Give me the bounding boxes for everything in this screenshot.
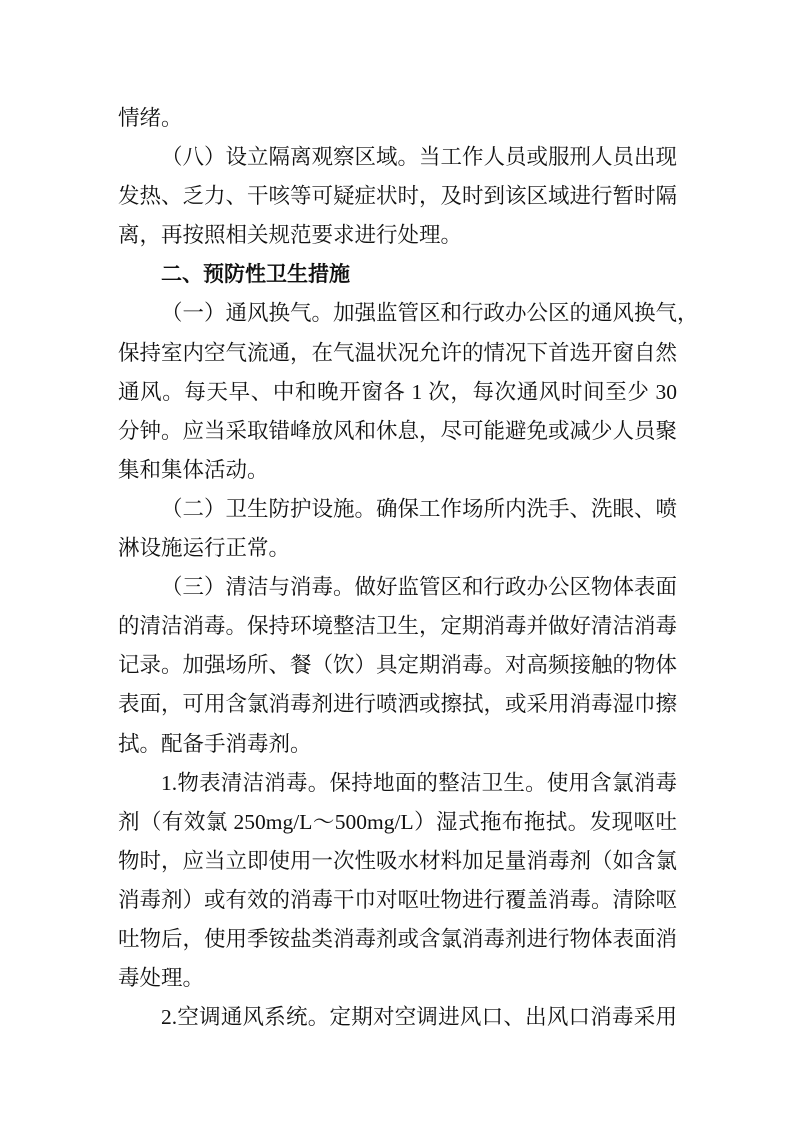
text-line: （八）设立隔离观察区域。当工作人员或服刑人员出现 [161, 145, 678, 170]
text-line: 毒处理。 [118, 966, 205, 991]
text-line: 保持室内空气流通，在气温状况允许的情况下首选开窗自然 [118, 340, 678, 365]
text-line: 拭。配备手消毒剂。 [118, 731, 312, 756]
text-line: （三）清洁与消毒。做好监管区和行政办公区物体表面 [161, 575, 678, 600]
text-line: 离，再按照相关规范要求进行处理。 [118, 223, 463, 248]
text-line: 表面，可用含氯消毒剂进行喷洒或擦拭，或采用消毒湿巾擦 [118, 692, 678, 717]
document-page [118, 99, 699, 1037]
text-line: 2.空调通风系统。定期对空调进风口、出风口消毒采用 [161, 1005, 677, 1030]
text-line: 吐物后，使用季铵盐类消毒剂或含氯消毒剂进行物体表面消 [118, 926, 678, 951]
text-line: （二）卫生防护设施。确保工作场所内洗手、洗眼、喷 [161, 496, 678, 521]
text-line: 淋设施运行正常。 [118, 536, 291, 561]
text-line: 通风。每天早、中和晚开窗各 1 次，每次通风时间至少 30 [118, 379, 677, 404]
text-line: 分钟。应当采取错峰放风和休息，尽可能避免或减少人员聚 [118, 418, 678, 443]
section-heading: 二、预防性卫生措施 [161, 262, 350, 287]
text-line: 集和集体活动。 [118, 457, 269, 482]
text-line: （一）通风换气。加强监管区和行政办公区的通风换气， [161, 301, 699, 326]
text-line: 的清洁消毒。保持环境整洁卫生，定期消毒并做好清洁消毒 [118, 614, 678, 639]
text-line: 消毒剂）或有效的消毒干巾对呕吐物进行覆盖消毒。清除呕 [118, 887, 678, 912]
text-line: 1.物表清洁消毒。保持地面的整洁卫生。使用含氯消毒 [161, 770, 677, 795]
text-line: 记录。加强场所、餐（饮）具定期消毒。对高频接触的物体 [118, 653, 678, 678]
text-line: 物时，应当立即使用一次性吸水材料加足量消毒剂（如含氯 [118, 848, 678, 873]
text-line: 发热、乏力、干咳等可疑症状时，及时到该区域进行暂时隔 [118, 184, 678, 209]
text-line: 情绪。 [118, 106, 183, 130]
text-line: 剂（有效氯 250mg/L～500mg/L）湿式拖布拖拭。发现呕吐 [118, 809, 677, 834]
